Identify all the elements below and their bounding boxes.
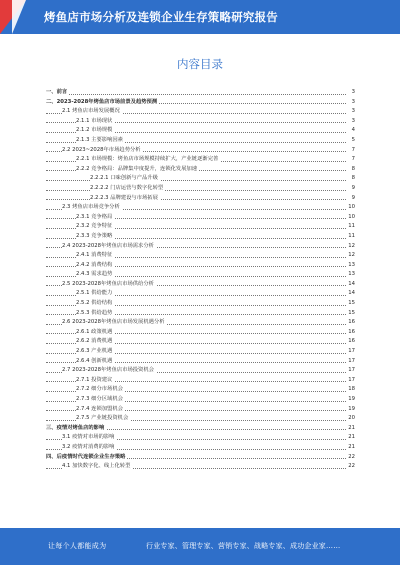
toc-leader-dots [46,94,346,95]
toc-entry-page: 19 [347,395,355,405]
footer-slogan-left: 让每个人都能成为 [48,542,107,550]
toc-entry[interactable] [46,433,355,443]
toc-entry-page: 15 [347,299,355,309]
toc-entry[interactable] [46,462,355,472]
toc-entry-page: 8 [351,165,355,175]
toc-entry-page: 17 [347,366,355,376]
toc-entry[interactable] [46,213,355,223]
toc-entry[interactable] [46,395,355,405]
toc-entry-page: 17 [347,347,355,357]
toc-entry[interactable] [46,357,355,367]
toc-entry[interactable] [46,261,355,271]
toc-entry-page: 22 [347,462,355,472]
toc-entry-label: 一、前言 [46,88,69,98]
toc-entry-page: 14 [347,280,355,290]
toc-entry-label: 2.7 2023-2028年烤鱼店市场投资机会 [62,366,156,376]
toc-entry-page: 16 [347,328,355,338]
toc-entry[interactable] [46,232,355,242]
toc-entry[interactable] [46,117,355,127]
toc-entry-label: 二、2023-2028年烤鱼店市场前景及趋势预测 [46,98,159,108]
toc-entry-label: 2.4.2 消费结构 [76,261,114,271]
toc-entry[interactable] [46,337,355,347]
toc-entry-label: 2.7.5 产业链投资机会 [76,414,130,424]
toc-entry-page: 21 [347,443,355,453]
toc-entry-label: 3.1 疫情对市场的影响 [62,433,116,443]
toc-entry[interactable] [46,328,355,338]
toc-entry-label: 四、后疫情时代连锁企业生存策略 [46,453,127,463]
toc-entry-label: 2.7.1 投资建议 [76,376,114,386]
toc-entry-label: 2.1 烤鱼店市场发展概况 [62,107,122,117]
toc-entry-label: 2.2 2023~2028年市场趋势分析 [62,146,143,156]
toc-entry-page: 20 [347,414,355,424]
toc-entry-page: 17 [347,376,355,386]
toc-entry[interactable] [46,270,355,280]
toc-entry[interactable] [46,165,355,175]
toc-entry[interactable] [46,280,355,290]
toc-entry-label: 2.1.3 主要影响因素 [76,136,125,146]
toc-entry[interactable] [46,194,355,204]
toc-entry[interactable] [46,366,355,376]
toc-entry-label: 2.4.1 消费特征 [76,251,114,261]
toc-heading: 内容目录 [177,57,223,71]
toc-entry-label: 2.7.3 细分区域机会 [76,395,125,405]
toc-entry[interactable] [46,414,355,424]
toc-entry-label: 2.3.2 竞争特征 [76,222,114,232]
toc-entry-page: 16 [347,318,355,328]
toc-entry-page: 17 [347,357,355,367]
toc-entry-label: 2.6 2023-2028年烤鱼店市场发展机遇分析 [62,318,167,328]
toc-entry-label: 2.2.2.1 口味创新与产品升级 [90,174,160,184]
toc-entry-page: 7 [351,155,355,165]
toc-entry-page: 11 [347,222,355,232]
toc-entry-page: 21 [347,433,355,443]
toc-entry-label: 2.6.3 产业机遇 [76,347,114,357]
toc-entry[interactable] [46,126,355,136]
toc-entry[interactable] [46,136,355,146]
toc-entry[interactable] [46,376,355,386]
toc-entry[interactable] [46,251,355,261]
toc-entry-page: 22 [347,453,355,463]
toc-entry-label: 2.2.1 市场规模：烤鱼店市场规模持续扩大，产业链逐渐完善 [76,155,220,165]
toc-entry[interactable] [46,405,355,415]
toc-entry[interactable] [46,174,355,184]
toc-entry-page: 9 [351,184,355,194]
toc-entry-label: 2.4 2023-2028年烤鱼店市场需求分析 [62,242,156,252]
toc-entry-page: 4 [351,126,355,136]
toc-entry-label: 2.5.1 供给能力 [76,289,114,299]
toc-entry-label: 2.2.2.3 品牌建设与市场拓展 [90,194,160,204]
toc-entry-page: 10 [347,213,355,223]
toc-entry-page: 3 [351,107,355,117]
toc-entry[interactable] [46,299,355,309]
toc-entry[interactable] [46,347,355,357]
table-of-contents [46,88,355,472]
toc-entry[interactable] [46,107,355,117]
toc-entry-page: 19 [347,405,355,415]
toc-entry-label: 2.7.4 连锁加盟机会 [76,405,125,415]
toc-entry-label: 2.3.3 竞争策略 [76,232,114,242]
report-header [0,0,400,34]
toc-entry-page: 9 [351,194,355,204]
toc-entry-page: 13 [347,261,355,271]
toc-entry[interactable] [46,88,355,98]
toc-entry[interactable] [46,98,355,108]
toc-entry-label: 4.1 加快数字化、线上化转型 [62,462,132,472]
toc-entry-label: 三、疫情对烤鱼店的影响 [46,424,106,434]
report-title: 烤鱼店市场分析及连锁企业生存策略研究报告 [44,10,278,24]
toc-entry-label: 2.7.2 细分市场机会 [76,385,125,395]
toc-entry-label: 2.2.2.2 门店运营与数字化转型 [90,184,165,194]
toc-entry-page: 5 [351,136,355,146]
toc-entry-page: 13 [347,270,355,280]
toc-entry-page: 7 [351,146,355,156]
toc-entry-label: 2.5.3 供给趋势 [76,309,114,319]
footer-slogan-right: 行业专家、管理专家、营销专家、战略专家、成功企业家…… [146,542,341,550]
report-footer [0,528,400,565]
toc-entry-page: 10 [347,203,355,213]
toc-entry-page: 8 [351,174,355,184]
toc-entry-label: 2.2.2 竞争格局：品牌集中度提升，连锁化发展加速 [76,165,199,175]
toc-entry-label: 2.4.3 需求趋势 [76,270,114,280]
toc-entry-page: 3 [351,88,355,98]
toc-entry-page: 12 [347,242,355,252]
toc-entry-page: 14 [347,289,355,299]
toc-entry-page: 15 [347,309,355,319]
toc-entry-label: 2.1.1 市场现状 [76,117,114,127]
toc-entry[interactable] [46,155,355,165]
toc-entry-page: 16 [347,337,355,347]
toc-entry[interactable] [46,203,355,213]
toc-entry[interactable] [46,453,355,463]
toc-entry[interactable] [46,318,355,328]
toc-entry-page: 11 [347,232,355,242]
toc-entry-label: 2.3 烤鱼店市场竞争分析 [62,203,122,213]
toc-entry[interactable] [46,222,355,232]
header-white-accent [12,0,26,34]
toc-entry-page: 3 [351,98,355,108]
toc-entry-label: 2.5 2023-2028年烤鱼店市场供给分析 [62,280,156,290]
toc-entry-label: 2.6.2 消费机遇 [76,337,114,347]
toc-entry-label: 2.6.1 政策机遇 [76,328,114,338]
toc-entry-page: 3 [351,117,355,127]
toc-entry-page: 12 [347,251,355,261]
toc-entry-page: 18 [347,385,355,395]
toc-entry[interactable] [46,242,355,252]
toc-entry-label: 2.3.1 竞争格局 [76,213,114,223]
toc-entry[interactable] [46,146,355,156]
toc-entry[interactable] [46,443,355,453]
toc-entry-label: 3.2 疫情对消费的影响 [62,443,116,453]
toc-entry[interactable] [46,424,355,434]
toc-entry-label: 2.1.2 市场规模 [76,126,114,136]
toc-entry-label: 2.5.2 供给结构 [76,299,114,309]
toc-entry[interactable] [46,309,355,319]
toc-entry[interactable] [46,385,355,395]
toc-entry[interactable] [46,289,355,299]
toc-entry-page: 21 [347,424,355,434]
toc-entry[interactable] [46,184,355,194]
toc-entry-label: 2.6.4 创新机遇 [76,357,114,367]
